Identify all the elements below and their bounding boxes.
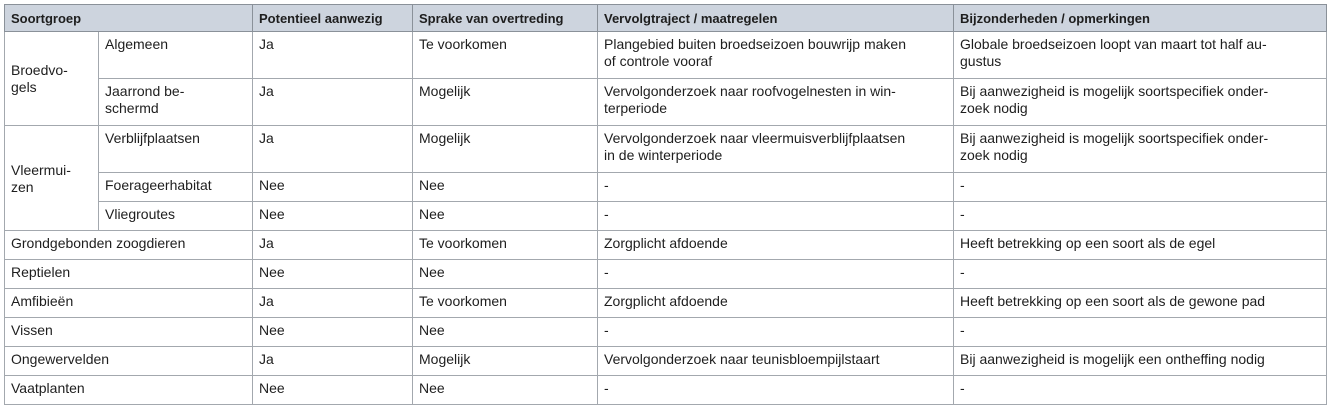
header-vervolgtraject: Vervolgtraject / maatregelen [598,5,954,32]
cell-maatregelen: - [598,318,954,347]
cell-overtreding: Nee [413,260,598,289]
cell-maatregelen: - [598,376,954,405]
header-soortgroep: Soortgroep [5,5,253,32]
cell-opmerkingen: - [954,202,1327,231]
table-row [5,32,1327,79]
cell-aanwezig: Ja [253,32,413,79]
header-row [5,5,1327,32]
cell-soortgroep: Ongewervelden [5,347,253,376]
cell-opmerkingen: Bij aanwezigheid is mogelijk soortspecifiek onder- zoek nodig [954,79,1327,126]
cell-aanwezig: Ja [253,231,413,260]
cell-aanwezig: Ja [253,79,413,126]
header-potentieel-aanwezig: Potentieel aanwezig [253,5,413,32]
cell-soortgroep: Vissen [5,318,253,347]
cell-subgroup: Algemeen [99,32,253,79]
table-row [5,260,1327,289]
table-row [5,231,1327,260]
cell-subgroup: Jaarrond be- schermd [99,79,253,126]
cell-aanwezig: Ja [253,347,413,376]
cell-opmerkingen: - [954,260,1327,289]
cell-overtreding: Nee [413,173,598,202]
cell-maatregelen: Zorgplicht afdoende [598,231,954,260]
group-broedvogels: Broedvo- gels [5,32,99,126]
cell-aanwezig: Ja [253,289,413,318]
cell-overtreding: Mogelijk [413,347,598,376]
table-row [5,376,1327,405]
cell-maatregelen: - [598,260,954,289]
cell-soortgroep: Reptielen [5,260,253,289]
cell-maatregelen: - [598,173,954,202]
cell-maatregelen: - [598,202,954,231]
cell-subgroup: Foerageerhabitat [99,173,253,202]
cell-soortgroep: Amfibieën [5,289,253,318]
table-row [5,126,1327,173]
cell-maatregelen: Vervolgonderzoek naar roofvogelnesten in win- terperiode [598,79,954,126]
cell-overtreding: Nee [413,202,598,231]
cell-opmerkingen: Bij aanwezigheid is mogelijk een ontheffing nodig [954,347,1327,376]
cell-overtreding: Te voorkomen [413,231,598,260]
cell-soortgroep: Vaatplanten [5,376,253,405]
table-row [5,173,1327,202]
table-row [5,79,1327,126]
table-row [5,289,1327,318]
cell-opmerkingen: - [954,318,1327,347]
cell-opmerkingen: - [954,173,1327,202]
cell-opmerkingen: Heeft betrekking op een soort als de gewone pad [954,289,1327,318]
cell-aanwezig: Ja [253,126,413,173]
cell-maatregelen: Vervolgonderzoek naar teunisbloempijlstaart [598,347,954,376]
cell-aanwezig: Nee [253,376,413,405]
cell-overtreding: Te voorkomen [413,289,598,318]
table-row [5,347,1327,376]
species-table [4,4,1327,405]
cell-opmerkingen: Heeft betrekking op een soort als de egel [954,231,1327,260]
cell-aanwezig: Nee [253,173,413,202]
cell-overtreding: Mogelijk [413,79,598,126]
cell-subgroup: Vliegroutes [99,202,253,231]
cell-subgroup: Verblijfplaatsen [99,126,253,173]
cell-opmerkingen: - [954,376,1327,405]
cell-aanwezig: Nee [253,318,413,347]
cell-aanwezig: Nee [253,260,413,289]
table-row [5,318,1327,347]
header-bijzonderheden: Bijzonderheden / opmerkingen [954,5,1327,32]
cell-opmerkingen: Bij aanwezigheid is mogelijk soortspecifiek onder- zoek nodig [954,126,1327,173]
cell-overtreding: Te voorkomen [413,32,598,79]
header-sprake-van-overtreding: Sprake van overtreding [413,5,598,32]
cell-maatregelen: Plangebied buiten broedseizoen bouwrijp maken of controle vooraf [598,32,954,79]
cell-maatregelen: Vervolgonderzoek naar vleermuisverblijfplaatsen in de winterperiode [598,126,954,173]
group-vleermuizen: Vleermui- zen [5,126,99,231]
cell-overtreding: Nee [413,376,598,405]
cell-overtreding: Nee [413,318,598,347]
cell-aanwezig: Nee [253,202,413,231]
cell-opmerkingen: Globale broedseizoen loopt van maart tot half au- gustus [954,32,1327,79]
cell-soortgroep: Grondgebonden zoogdieren [5,231,253,260]
table-row [5,202,1327,231]
cell-overtreding: Mogelijk [413,126,598,173]
cell-maatregelen: Zorgplicht afdoende [598,289,954,318]
